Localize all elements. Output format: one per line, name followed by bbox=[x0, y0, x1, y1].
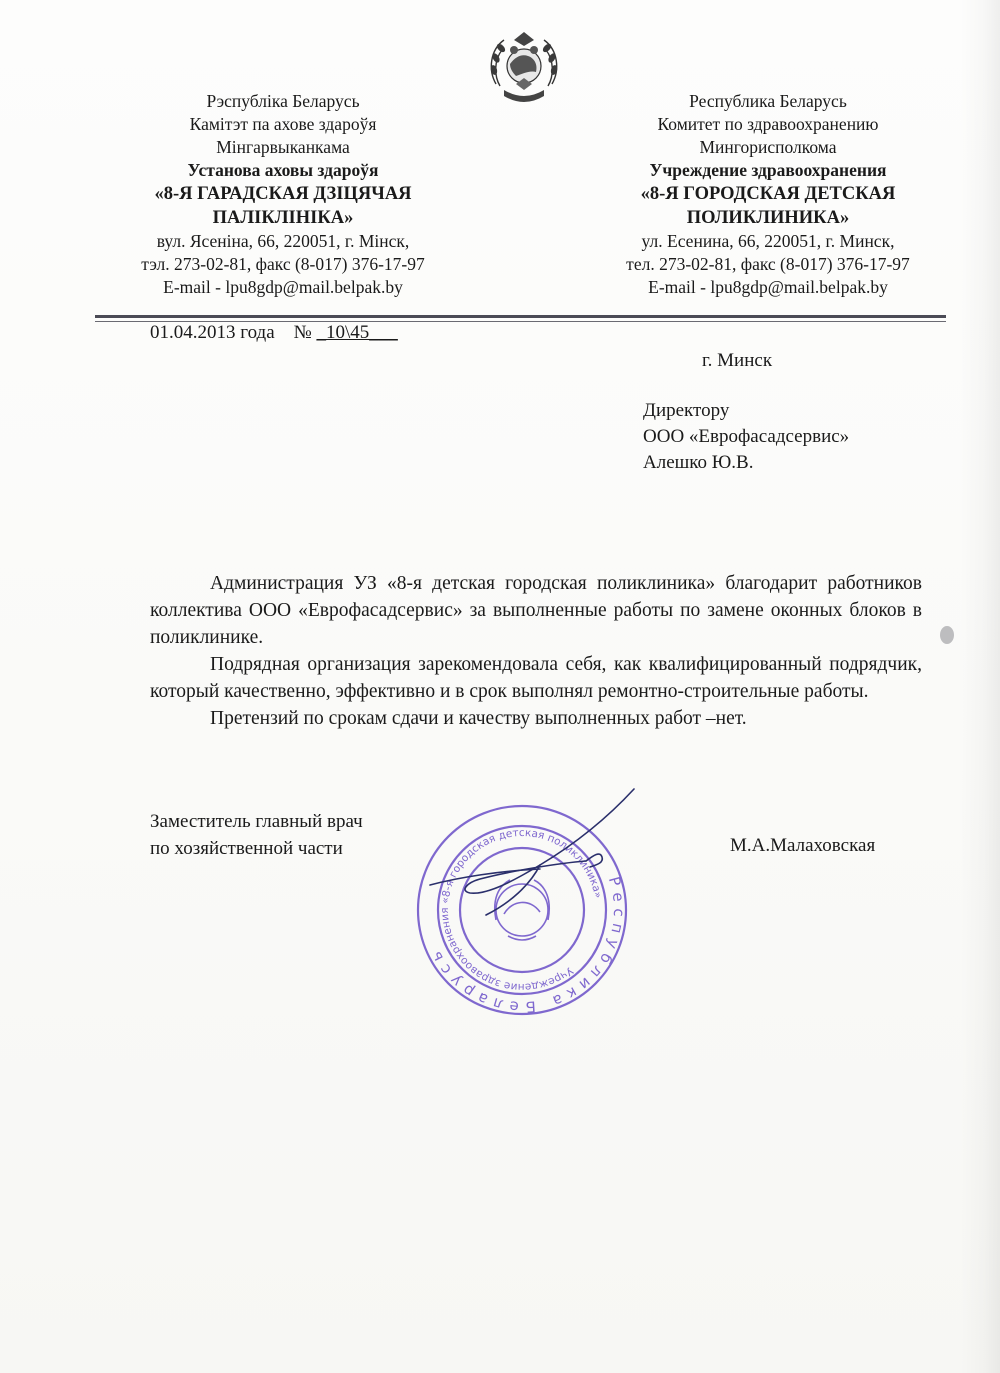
scan-edge-shadow bbox=[960, 0, 1000, 1373]
signatory-title-line1: Заместитель главный врач bbox=[150, 811, 363, 832]
header-be-address: вул. Ясеніна, 66, 220051, г. Мінск, bbox=[156, 231, 410, 251]
header-be-committee: Камітэт па ахове здароўя bbox=[189, 114, 377, 134]
header-be-executive: Мінгарвыканкама bbox=[216, 137, 350, 157]
signatory-title-line2: по хозяйственной части bbox=[150, 838, 343, 859]
header-be-phone: тэл. 273-02-81, факс (8-017) 376-17-97 bbox=[141, 254, 425, 274]
addressee-name: Алешко Ю.В. bbox=[643, 452, 754, 473]
stamp-outer-text: Республика Беларусь bbox=[424, 874, 629, 1017]
document-number-prefix: № bbox=[293, 322, 312, 343]
header-be-republic: Рэспубліка Беларусь bbox=[206, 91, 360, 111]
header-ru-email: E-mail - lpu8gdp@mail.belpak.by bbox=[648, 277, 888, 297]
signatory-title bbox=[150, 808, 363, 862]
addressee-position: Директору bbox=[643, 400, 730, 421]
header-ru-name-line1: «8-Я ГОРОДСКАЯ ДЕТСКАЯ bbox=[640, 184, 896, 204]
header-ru-name-line2: ПОЛИКЛИНИКА» bbox=[686, 208, 850, 228]
header-ru-committee: Комитет по здравоохранению bbox=[657, 114, 879, 134]
state-emblem-icon bbox=[482, 26, 566, 110]
header-be-email: E-mail - lpu8gdp@mail.belpak.by bbox=[163, 277, 403, 297]
body-paragraph-2: Подрядная организация зарекомендовала себя, как квалифицированный подрядчик, который качественно, эффективно и в срок выполнял ремонтно-строительные работы. bbox=[150, 654, 922, 702]
body-paragraph-1: Администрация УЗ «8-я детская городская поликлиника» благодарит работников коллектива ООО «Еврофасадсервис» за выполненные работы по замене оконных блоков в поликлинике. bbox=[150, 573, 922, 648]
header-ru-address: ул. Есенина, 66, 220051, г. Минск, bbox=[641, 231, 895, 251]
header-divider-thick bbox=[95, 315, 946, 318]
city: г. Минск bbox=[702, 350, 773, 371]
body-paragraph-3: Претензий по срокам сдачи и качеству выполненных работ –нет. bbox=[210, 708, 747, 729]
header-be-name-line1: «8-Я ГАРАДСКАЯ ДЗІЦЯЧАЯ bbox=[154, 184, 412, 204]
stamp-inner-text: Учреждение здравоохранения «8-я городская детская поликлиника» bbox=[438, 826, 605, 994]
header-belarusian bbox=[93, 90, 473, 299]
addressee-block bbox=[643, 398, 849, 476]
header-ru-phone: тел. 273-02-81, факс (8-017) 376-17-97 bbox=[626, 254, 910, 274]
header-ru-institution: Учреждение здравоохранения bbox=[649, 160, 887, 180]
document-number: _10\45___ bbox=[316, 322, 398, 343]
header-russian bbox=[578, 90, 958, 299]
document-reference bbox=[150, 322, 398, 344]
handwritten-signature bbox=[390, 785, 650, 925]
header-be-name-line2: ПАЛІКЛІНІКА» bbox=[212, 208, 354, 228]
addressee-company: ООО «Еврофасадсервис» bbox=[643, 426, 850, 447]
scan-smudge bbox=[936, 622, 958, 648]
letter-body bbox=[150, 570, 922, 732]
header-ru-executive: Мингорисполкома bbox=[699, 137, 837, 157]
document-date: 01.04.2013 года bbox=[150, 322, 275, 343]
header-ru-republic: Республика Беларусь bbox=[689, 91, 847, 111]
header-be-institution: Установа аховы здароўя bbox=[187, 160, 379, 180]
signatory-name: М.А.Малаховская bbox=[730, 835, 876, 856]
